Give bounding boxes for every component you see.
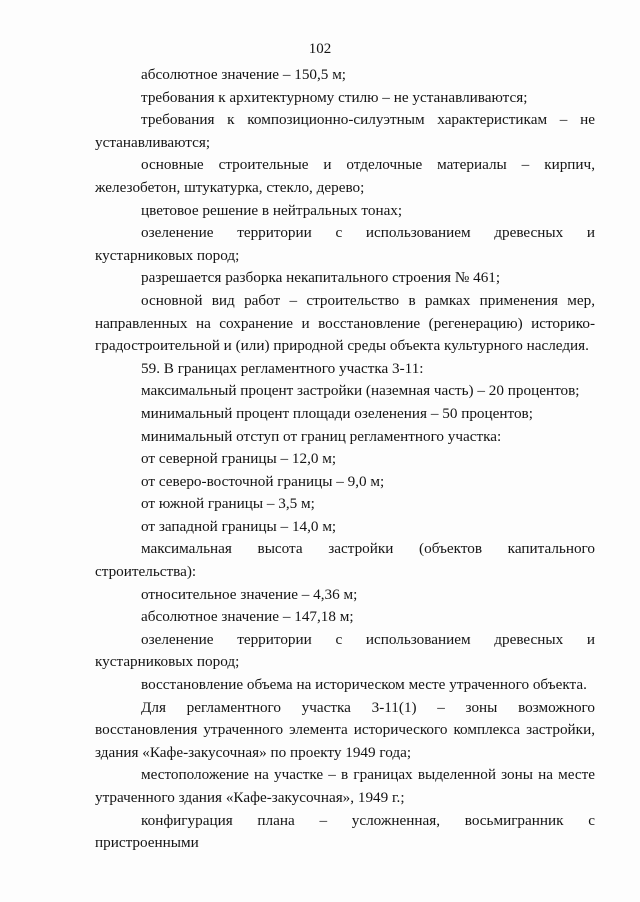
paragraph: цветовое решение в нейтральных тонах; <box>141 201 403 219</box>
page-number: 102 <box>308 41 332 57</box>
paragraph: озеленение территории с использованием древесных и кустарниковых пород; <box>95 224 595 264</box>
paragraph: восстановление объема на историческом месте утраченного объекта. <box>141 676 587 694</box>
paragraph: от северо-восточной границы – 9,0 м; <box>141 472 385 490</box>
paragraph: минимальный отступ от границ регламентного участка: <box>141 427 502 445</box>
paragraph-continued: конфигурация плана – усложненная, восьмигранник с пристроенными <box>95 811 595 852</box>
page-body-text <box>95 64 595 855</box>
paragraph: от северной границы – 12,0 м; <box>141 450 337 468</box>
section-heading: 59. В границах регламентного участка 3-11: <box>141 359 424 377</box>
paragraph: разрешается разборка некапитального строения № 461; <box>141 269 501 287</box>
paragraph: от западной границы – 14,0 м; <box>141 517 337 535</box>
paragraph: основной вид работ – строительство в рамках применения мер, направленных на сохранение и восстановление (регенерацию) историко-градостроительной и (или) природной среды объекта культурного наследия. <box>95 291 595 355</box>
paragraph: от южной границы – 3,5 м; <box>141 495 315 513</box>
paragraph: местоположение на участке – в границах выделенной зоны на месте утраченного здания «Кафе-закусочная», 1949 г.; <box>95 766 595 806</box>
paragraph: абсолютное значение – 147,18 м; <box>141 608 354 626</box>
paragraph: относительное значение – 4,36 м; <box>141 585 358 603</box>
paragraph: абсолютное значение – 150,5 м; <box>141 66 347 83</box>
paragraph: минимальный процент площади озеленения – 50 процентов; <box>141 404 533 422</box>
paragraph: требования к архитектурному стилю – не устанавливаются; <box>141 88 528 106</box>
paragraph: Для регламентного участка 3-11(1) – зоны возможного восстановления утраченного элемента исторического комплекса застройки, здания «Кафе-закусочная» по проекту 1949 года; <box>95 698 595 761</box>
paragraph: максимальный процент застройки (наземная часть) – 20 процентов; <box>141 382 580 400</box>
paragraph: требования к композиционно-силуэтным характеристикам – не устанавливаются; <box>95 111 595 151</box>
paragraph: озеленение территории с использованием древесных и кустарниковых пород; <box>95 630 595 671</box>
paragraph: максимальная высота застройки (объектов капитального строительства): <box>95 540 595 581</box>
paragraph: основные строительные и отделочные материалы – кирпич, железобетон, штукатурка, стекло, дерево; <box>95 156 595 196</box>
